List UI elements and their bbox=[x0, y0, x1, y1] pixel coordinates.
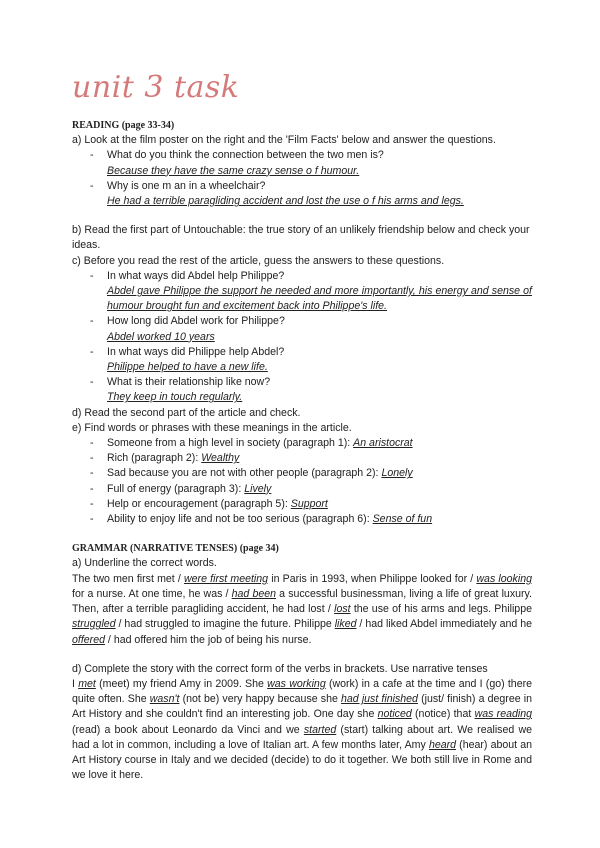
answer-text: Abdel gave Philippe the support he needed and more importantly, his energy and sense of humour brought fun and excitement back into Philippe's life. bbox=[107, 285, 532, 313]
list-item bbox=[90, 375, 532, 405]
answer-text: An aristocrat bbox=[353, 437, 413, 450]
grammar-heading: GRAMMAR (NARRATIVE TENSES) (page 34) bbox=[72, 543, 279, 555]
page-title: unit 3 task bbox=[72, 70, 240, 105]
answer-text: started bbox=[303, 723, 337, 736]
paragraph-text: I bbox=[72, 677, 79, 690]
paragraph-text: The two men first met / bbox=[72, 572, 185, 585]
list-item bbox=[90, 512, 532, 527]
list-item bbox=[90, 451, 532, 466]
answer-text: were first meeting bbox=[184, 572, 269, 585]
paragraph-text: (start) talking about art. We realised we had a lot in common, including a love of Italian art. A few months later, Amy bbox=[72, 723, 532, 751]
reading-a-list bbox=[72, 148, 532, 209]
answer-text: met bbox=[78, 677, 96, 690]
paragraph-text: / had struggled to imagine the future. Philippe bbox=[115, 618, 335, 631]
paragraph-text: (hear) about an Art History course in Italy and we decided (decide) to do it together. We both still live in Rome and we love it here. bbox=[72, 738, 532, 782]
paragraph-text: a successful businessman, living a life of great luxury. Then, after a terrible paragliding accident, he had lost / bbox=[72, 587, 532, 616]
list-item bbox=[90, 179, 532, 209]
answer-text: heard bbox=[428, 738, 457, 751]
question-text: Full of energy (paragraph 3): bbox=[107, 482, 242, 495]
answer-text: Lively bbox=[244, 482, 272, 495]
paragraph-text: (work) in a cafe at the time and I (go) there quite often. She bbox=[72, 677, 533, 706]
paragraph-text: (meet) my friend Amy in 2009. She bbox=[95, 677, 268, 690]
answer-text: had been bbox=[231, 587, 277, 600]
list-item bbox=[90, 314, 532, 344]
question-text: Rich (paragraph 2): bbox=[107, 452, 199, 465]
answer-text: offered bbox=[72, 633, 105, 646]
list-item bbox=[90, 497, 532, 512]
paragraph-text: (read) a book about Leonardo da Vinci and we bbox=[72, 723, 304, 736]
grammar-d-prompt: d) Complete the story with the correct form of the verbs in brackets. Use narrative tenses bbox=[72, 662, 488, 675]
answer-text: noticed bbox=[377, 708, 412, 721]
answer-text: was working bbox=[267, 677, 326, 690]
answer-text: Abdel worked 10 years bbox=[107, 330, 215, 343]
grammar-a-prompt: a) Underline the correct words. bbox=[72, 557, 217, 570]
list-item bbox=[90, 482, 532, 497]
reading-e-list bbox=[72, 436, 532, 527]
question-text: In what ways did Abdel help Philippe? bbox=[107, 269, 285, 282]
question-text: What do you think the connection between the two men is? bbox=[107, 149, 384, 162]
question-text: Help or encouragement (paragraph 5): bbox=[107, 497, 288, 510]
answer-text: lost bbox=[334, 603, 351, 616]
list-item bbox=[90, 148, 532, 178]
answer-text: was looking bbox=[476, 572, 532, 585]
answer-text: Wealthy bbox=[201, 452, 240, 465]
paragraph-text: (just/ finish) a degree in Art History and she couldn't find an interesting job. One day she bbox=[72, 693, 532, 721]
reading-c-list bbox=[72, 269, 532, 406]
reading-b-prompt: b) Read the first part of Untouchable: the true story of an unlikely friendship below and check your ideas. bbox=[72, 224, 530, 252]
question-text: How long did Abdel work for Philippe? bbox=[107, 315, 285, 328]
answer-text: Support bbox=[290, 497, 328, 510]
answer-text: They keep in touch regularly. bbox=[107, 391, 243, 404]
answer-text: Sense of fun bbox=[372, 513, 433, 526]
question-text: Someone from a high level in society (paragraph 1): bbox=[107, 437, 351, 450]
reading-d-prompt: d) Read the second part of the article and check. bbox=[72, 406, 301, 419]
question-text: Why is one m an in a wheelchair? bbox=[107, 179, 266, 192]
answer-text: Philippe helped to have a new life. bbox=[107, 361, 268, 374]
answer-text: Because they have the same crazy sense o f humour. bbox=[107, 164, 360, 177]
reading-e-prompt: e) Find words or phrases with these meanings in the article. bbox=[72, 421, 352, 434]
reading-heading: READING (page 33-34) bbox=[72, 120, 175, 131]
grammar-d-paragraph bbox=[72, 677, 532, 783]
reading-c-prompt: c) Before you read the rest of the article, guess the answers to these questions. bbox=[72, 254, 445, 267]
paragraph-text: the use of his arms and legs. Philippe bbox=[350, 603, 532, 616]
question-text: What is their relationship like now? bbox=[107, 376, 271, 389]
answer-text: He had a terrible paragliding accident and lost the use o f his arms and legs. bbox=[107, 195, 464, 208]
paragraph-text: / had liked Abdel immediately and he bbox=[356, 618, 532, 631]
list-item bbox=[90, 466, 532, 481]
list-item bbox=[90, 269, 532, 315]
reading-a-prompt: a) Look at the film poster on the right and the 'Film Facts' below and answer the questions. bbox=[72, 134, 496, 147]
question-text: Sad because you are not with other people (paragraph 2): bbox=[107, 467, 379, 480]
worksheet-content bbox=[72, 118, 532, 783]
answer-text: Lonely bbox=[381, 467, 413, 480]
question-text: In what ways did Philippe help Abdel? bbox=[107, 345, 285, 358]
paragraph-text: (notice) that bbox=[411, 708, 475, 721]
question-text: Ability to enjoy life and not be too serious (paragraph 6): bbox=[107, 513, 370, 526]
paragraph-text: / had offered him the job of being his nurse. bbox=[104, 633, 312, 646]
paragraph-text: in Paris in 1993, when Philippe looked for / bbox=[268, 572, 477, 585]
paragraph-text: for a nurse. At one time, he was / bbox=[72, 587, 232, 600]
grammar-a-paragraph bbox=[72, 572, 532, 648]
list-item bbox=[90, 436, 532, 451]
list-item bbox=[90, 345, 532, 375]
paragraph-text: (not be) very happy because she bbox=[179, 693, 341, 706]
answer-text: wasn't bbox=[149, 693, 180, 706]
answer-text: liked bbox=[334, 618, 357, 631]
answer-text: was reading bbox=[474, 708, 533, 721]
answer-text: struggled bbox=[72, 618, 116, 631]
answer-text: had just finished bbox=[341, 693, 418, 706]
